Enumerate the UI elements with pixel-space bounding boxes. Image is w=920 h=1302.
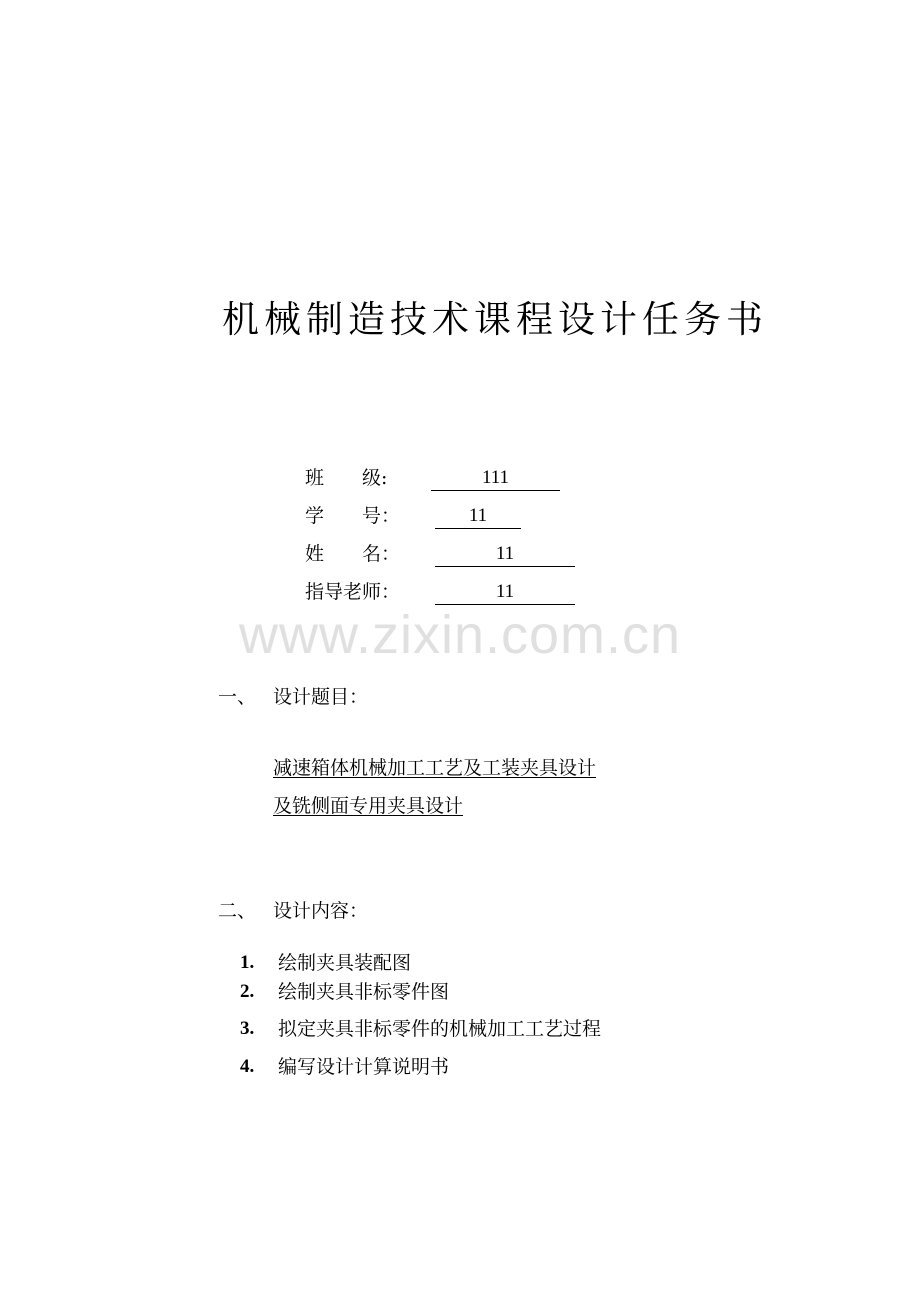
name-value: 11 (435, 542, 575, 567)
list-item-number: 3. (240, 1018, 255, 1039)
section-1-heading: 设计题目： (273, 686, 369, 708)
name-label: 姓 名： (305, 543, 401, 565)
class-value: 111 (431, 466, 560, 491)
list-item-number: 1. (240, 952, 255, 973)
class-label: 班 级: (305, 467, 388, 489)
document-title: 机械制造技术课程设计任务书 (222, 298, 768, 341)
list-item: 绘制夹具装配图 (278, 952, 412, 974)
watermark: www.zixin.com.cn (238, 605, 682, 665)
student-id-label: 学 号： (305, 505, 401, 527)
section-2-number: 二、 (218, 900, 257, 922)
topic-line-1: 减速箱体机械加工工艺及工装夹具设计 (273, 757, 597, 779)
list-item: 编写设计计算说明书 (278, 1056, 450, 1078)
list-item-number: 2. (240, 981, 255, 1002)
topic-line-2: 及铣侧面专用夹具设计 (273, 795, 464, 817)
advisor-label: 指导老师： (305, 581, 401, 603)
list-item: 拟定夹具非标零件的机械加工工艺过程 (278, 1018, 602, 1040)
section-1-number: 一、 (218, 686, 257, 708)
advisor-value: 11 (435, 580, 575, 605)
section-2-heading: 设计内容： (273, 900, 369, 922)
student-id-value: 11 (435, 504, 521, 529)
list-item: 绘制夹具非标零件图 (278, 981, 450, 1003)
list-item-number: 4. (240, 1056, 255, 1077)
